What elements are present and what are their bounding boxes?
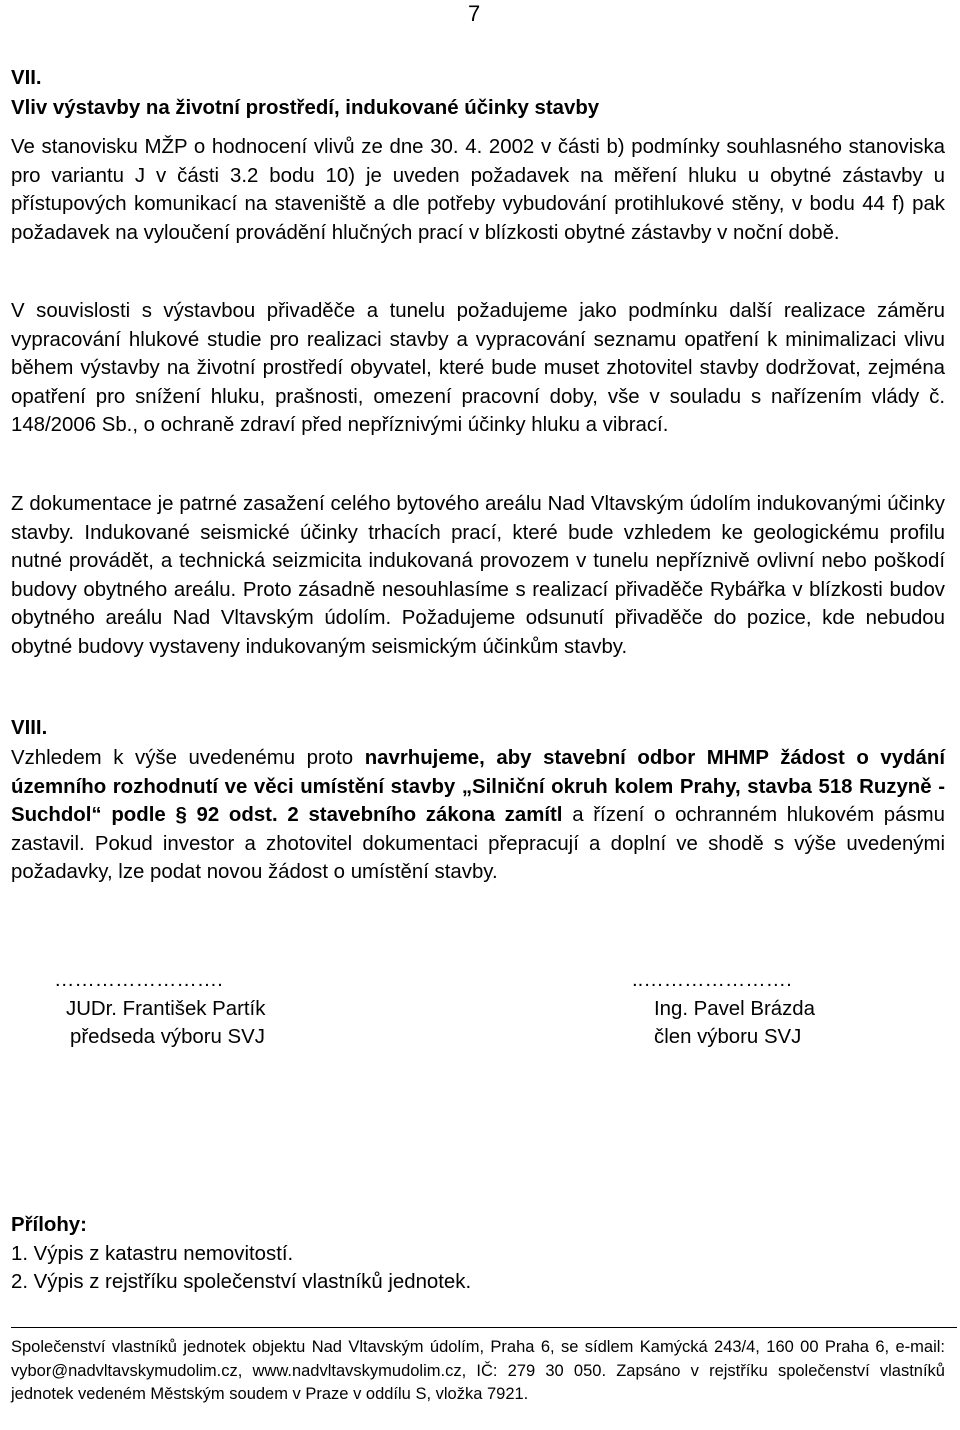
signature-block-left bbox=[54, 966, 324, 1052]
section-7-title: Vliv výstavby na životní prostředí, indukované účinky stavby bbox=[11, 97, 600, 119]
section-8-proposal: navrhujeme, aby stavební odbor MHMP žádost o vydání územního rozhodnutí ve věci umístění stavby „Silniční okruh kolem Prahy, stavba 518 Ruzyně - Suchdol“ podle § 92 odst. 2 stavebního zákona zamítl bbox=[11, 747, 945, 826]
attachment-item: 2. Výpis z rejstříku společenství vlastníků jednotek. bbox=[11, 1271, 472, 1293]
attachment-item: 1. Výpis z katastru nemovitostí. bbox=[11, 1242, 294, 1265]
signature-line-left: ……………………. bbox=[54, 969, 223, 991]
section-7-paragraph-1: Ve stanovisku MŽP o hodnocení vlivů ze dne 30. 4. 2002 v části b) podmínky souhlasného stanoviska pro variantu J v části 3.2 bodu 10) je uveden požadavek na měření hluku u obytné zástavby u přístupových komunikací na staveniště a dle potřeby vybudování protihlukové stěny, v bodu 44 f) pak požadavek na vyloučení provádění hlučných prací v blízkosti obytné zástavby v noční době. bbox=[11, 136, 945, 244]
page-number: 7 bbox=[468, 1, 481, 26]
section-8-tail: a řízení o ochranném hlukovém pásmu zastavil. Pokud investor a zhotovitel dokumentaci přepracují a doplní ve shodě s výše uvedenými požadavky, lze podat novou žádost o umístění stavby. bbox=[11, 804, 946, 883]
signatory-name-right: Ing. Pavel Brázda bbox=[654, 997, 815, 1020]
section-8-number: VIII. bbox=[11, 717, 48, 739]
footer-text: Společenství vlastníků jednotek objektu Nad Vltavským údolím, Praha 6, se sídlem Kamýcká 243/4, 160 00 Praha 6, e-mail: vybor@nadvltavskymudolim.cz, www.nadvltavskymudolim.cz, IČ: 279 30 050. Zapsáno v rejstříku společenství vlastníků jednotek vedeném Městským soudem v Praze v oddílu S, vložka 7921. bbox=[11, 1338, 945, 1403]
signature-line-right: ..…………………. bbox=[632, 969, 792, 991]
signature-block-right bbox=[632, 966, 902, 1052]
signatory-name-left: JUDr. František Partík bbox=[66, 997, 266, 1020]
section-8-lead: Vzhledem k výše uvedenému proto bbox=[11, 747, 365, 769]
section-8-paragraph bbox=[11, 744, 945, 887]
section-7-paragraph-3: Z dokumentace je patrné zasažení celého bytového areálu Nad Vltavským údolím indukovanými účinky stavby. Indukované seismické účinky trhacích prací, které bude vzhledem ke geologickému profilu nutné provádět, a technická seizmicita indukovaná provozem v tunelu nepříznivě ovlivní nebo poškodí budovy obytného areálu. Proto zásadně nesouhlasíme s realizací přivaděče Rybářka v blízkosti budov obytného areálu Nad Vltavským údolím. Požadujeme odsunutí přivaděče do pozice, kde nebudou obytné budovy vystaveny indukovaným seismickým účinkům stavby. bbox=[11, 493, 945, 658]
signatory-role-right: člen výboru SVJ bbox=[654, 1026, 802, 1048]
attachments-heading: Přílohy: bbox=[11, 1214, 87, 1236]
footer-divider bbox=[11, 1327, 957, 1328]
section-7-paragraph-2: V souvislosti s výstavbou přivaděče a tunelu požadujeme jako podmínku další realizace záměru vypracování hlukové studie pro realizaci stavby a vypracování seznamu opatření k minimalizaci vlivu během výstavby na životní prostředí obyvatel, které bude muset zhotovitel stavby dodržovat, zejména opatření pro snížení hluku, prašnosti, omezení pracovní doby, vše v souladu s nařízením vlády č. 148/2006 Sb., o ochraně zdraví před nepříznivými účinky hluku a vibrací. bbox=[11, 300, 945, 436]
signatory-role-left: předseda výboru SVJ bbox=[70, 1026, 265, 1048]
section-7-number: VII. bbox=[11, 67, 42, 89]
attachments-list bbox=[11, 1211, 471, 1297]
